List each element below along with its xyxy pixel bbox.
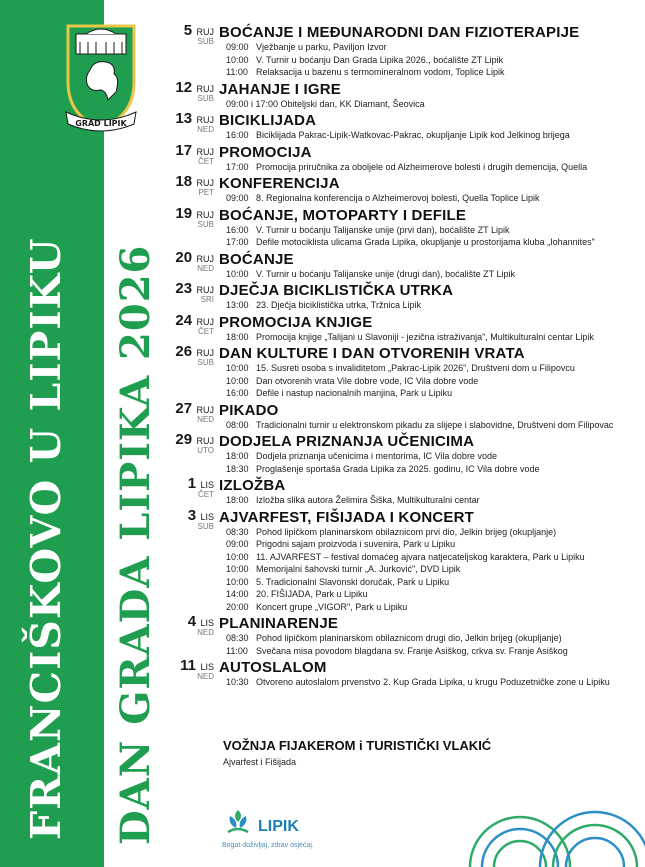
event-time: 18:00: [226, 451, 249, 461]
event-date: [160, 280, 214, 304]
event-block: [160, 142, 640, 174]
event-description: Pohod lipičkom planinarskom obilaznicom prvi dio, Jelkin brijeg (okupljanje): [256, 526, 557, 537]
event-title: BOĆANJE: [219, 250, 294, 268]
event-title: KONFERENCIJA: [219, 175, 340, 192]
event-block: [160, 312, 640, 344]
event-description: Pohod lipičkom planinarskom obilaznicom drugi dio, Jelkin brijeg (okupljanje): [256, 633, 562, 643]
event-item: [226, 563, 640, 576]
event-time: 13:00: [226, 300, 249, 310]
event-weekday: SUB: [197, 93, 214, 103]
event-date: [160, 205, 214, 229]
event-item: [226, 236, 640, 249]
event-month: RUJ: [196, 436, 214, 446]
event-block: [160, 205, 640, 249]
event-item: [226, 331, 640, 344]
event-weekday: SUB: [197, 219, 214, 229]
event-item: [226, 551, 640, 564]
event-block: [160, 173, 640, 205]
event-item: [226, 192, 640, 205]
event-description: 11. AJVARFEST – festival domaćeg ajvara natjecateljskog karaktera, Park u Lipiku: [256, 551, 585, 562]
event-item: [226, 419, 640, 432]
event-date: [160, 431, 214, 455]
event-month: LIS: [200, 618, 214, 628]
event-title: AUTOSLALOM: [219, 659, 327, 676]
event-title: AJVARFEST, FIŠIJADA I KONCERT: [219, 508, 474, 526]
event-description: 5. Tradicionalni Slavonski doručak, Park u Lipiku: [256, 576, 450, 587]
event-description: 23. Dječja biciklistička utrka, Tržnica Lipik: [256, 300, 422, 310]
event-item: [226, 538, 640, 551]
event-month: LIS: [200, 480, 214, 490]
event-month: RUJ: [196, 209, 214, 220]
event-block: [160, 657, 640, 689]
event-time: 18:00: [226, 495, 249, 505]
event-time: 18:30: [226, 463, 249, 474]
event-block: [160, 507, 640, 614]
event-time: 14:00: [226, 589, 249, 599]
event-weekday: PET: [198, 188, 214, 197]
event-day: 18: [175, 173, 193, 190]
event-time: 10:00: [226, 564, 249, 574]
event-title: BOĆANJE I MEĐUNARODNI DAN FIZIOTERAPIJE: [219, 24, 580, 41]
event-block: [160, 22, 640, 79]
event-block: [160, 613, 640, 657]
event-weekday: SRI: [200, 295, 214, 304]
event-title: DJEČJA BICIKLISTIČKA UTRKA: [219, 282, 454, 299]
event-month: RUJ: [196, 404, 214, 415]
event-time: 17:00: [226, 237, 249, 247]
event-item: [226, 576, 640, 589]
event-date: [160, 79, 214, 103]
event-title: DODJELA PRIZNANJA UČENICIMA: [219, 433, 475, 450]
event-time: 10:30: [226, 677, 249, 687]
event-description: Vježbanje u parku, Paviljon Izvor: [256, 42, 387, 52]
event-weekday: NED: [197, 414, 214, 424]
event-weekday: ČET: [198, 156, 214, 166]
decorative-arcs: [460, 767, 645, 867]
event-weekday: NED: [197, 125, 214, 134]
event-description: Otvoreno autoslalom prvenstvo 2. Kup Grada Lipika, u krugu Poduzetničke zone u Lipiku: [256, 677, 610, 687]
event-description: Svečana misa povodom blagdana sv. Franje Asiškog, crkva sv. Franje Asiškog: [256, 645, 568, 656]
event-item: [226, 375, 640, 388]
event-time: 08:30: [226, 633, 249, 643]
event-item: [226, 645, 640, 658]
event-title: PROMOCIJA KNJIGE: [219, 313, 373, 331]
event-date: [160, 249, 214, 273]
event-weekday: NED: [197, 263, 214, 273]
event-description: 15. Susreti osoba s invaliditetom „Pakrac-Lipik 2026", Društveni dom u Filipovcu: [256, 363, 575, 373]
event-item: [226, 676, 640, 689]
event-date: [160, 110, 214, 134]
event-day: 29: [175, 431, 193, 448]
event-description: Defile motociklista ulicama Grada Lipika, okupljanje u prostorijama kluba „Iohannites": [256, 237, 595, 247]
event-description: Relaksacija u bazenu s termomineralnom vodom, Toplice Lipik: [256, 67, 505, 77]
event-date: [160, 142, 214, 166]
event-day: 3: [187, 506, 197, 524]
event-date: [160, 475, 214, 499]
fijaker-note: [223, 738, 491, 767]
event-description: V. Turnir u boćanju Talijanske unije (prvi dan), boćalište ZT Lipik: [256, 224, 510, 235]
event-title: DAN KULTURE I DAN OTVORENIH VRATA: [219, 345, 525, 362]
event-item: [226, 129, 640, 142]
event-block: [160, 475, 640, 507]
event-weekday: SUB: [197, 521, 214, 531]
event-day: 24: [175, 311, 193, 329]
vertical-title-franciskovo: FRANCIŠKOVO U LIPIKU: [22, 237, 70, 840]
event-time: 10:00: [226, 268, 249, 279]
event-description: Koncert grupe „VIGOR", Park u Lipiku: [256, 601, 408, 612]
event-description: 20. FIŠIJADA, Park u Lipiku: [256, 589, 368, 599]
event-description: Proglašenje sportaša Grada Lipika za 2025. godinu, IC Vila dobre vode: [256, 463, 540, 474]
event-day: 4: [187, 613, 197, 630]
event-date: [160, 22, 214, 46]
event-item: [226, 588, 640, 601]
event-weekday: SUB: [197, 37, 214, 46]
event-description: Tradicionalni turnir u elektronskom pikadu za slijepe i slabovidne, Društveni dom Filipovac: [256, 419, 614, 430]
fijaker-title: VOŽNJA FIJAKEROM i TURISTIČKI VLAKIĆ: [223, 738, 492, 753]
event-weekday: ČET: [198, 490, 214, 499]
event-description: Dan otvorenih vrata Vile dobre vode, IC Vila dobre vode: [256, 375, 479, 386]
event-month: RUJ: [196, 27, 214, 37]
event-day: 19: [175, 204, 193, 222]
event-time: 11:00: [226, 645, 248, 656]
event-day: 12: [175, 78, 193, 96]
event-day: 1: [187, 475, 197, 492]
event-description: Defile i nastup nacionalnih manjina, Park u Lipiku: [256, 388, 453, 398]
event-time: 10:00: [226, 551, 249, 562]
event-time: 10:00: [226, 375, 249, 386]
event-month: RUJ: [196, 178, 214, 188]
event-description: 09:00 i 17:00 Obiteljski dan, KK Diamant, Šeovica: [226, 98, 425, 109]
event-date: [160, 312, 214, 336]
event-weekday: ČET: [198, 326, 214, 336]
event-block: [160, 249, 640, 281]
lipik-logo-icon: [222, 806, 254, 838]
event-time: 08:00: [226, 419, 249, 430]
event-time: 09:00: [226, 193, 249, 203]
event-description: 8. Regionalna konferencija o Alzheimerovoj bolesti, Quella Toplice Lipik: [256, 193, 540, 203]
event-item: [226, 494, 640, 507]
event-date: [160, 343, 214, 367]
event-weekday: NED: [197, 628, 214, 637]
event-item: [226, 98, 640, 111]
event-block: [160, 400, 640, 432]
coat-of-arms-icon: [62, 20, 140, 138]
event-description: Promocija knjige „Talijani u Slavoniji - jezična istraživanja", Multikulturalni centar Lipik: [256, 331, 594, 342]
event-day: 13: [175, 110, 193, 127]
event-item: [226, 54, 640, 67]
event-month: RUJ: [196, 316, 214, 327]
vertical-title-dan-grada: DAN GRADA LIPIKA 2026: [112, 244, 159, 845]
event-date: [160, 400, 214, 424]
event-description: Memorijalni šahovski turnir „A. Jurković", DVD Lipik: [256, 564, 461, 574]
event-weekday: NED: [197, 672, 214, 681]
sidebar-band: [0, 0, 159, 867]
event-item: [226, 450, 640, 463]
event-title: PROMOCIJA: [219, 143, 312, 161]
event-item: [226, 632, 640, 645]
event-time: 20:00: [226, 601, 249, 612]
event-month: RUJ: [196, 285, 214, 295]
event-month: RUJ: [196, 253, 214, 264]
event-month: RUJ: [196, 83, 214, 94]
event-description: Dodjela priznanja učenicima i mentorima, IC Vila dobre vode: [256, 451, 497, 461]
event-month: LIS: [200, 662, 214, 672]
fijaker-subtitle: Ajvarfest i Fišijada: [223, 757, 297, 767]
event-day: 26: [175, 343, 193, 360]
event-item: [226, 526, 640, 539]
event-title: JAHANJE I IGRE: [219, 80, 341, 98]
event-month: RUJ: [196, 146, 214, 157]
lipik-logo: [222, 806, 314, 849]
event-day: 27: [175, 399, 193, 417]
event-time: 18:00: [226, 331, 249, 342]
event-description: Biciklijada Pakrac-Lipik-Watkovac-Pakrac, okupljanje Lipik kod Jelkinog brijega: [256, 130, 570, 140]
event-item: [226, 268, 640, 281]
event-item: [226, 66, 640, 79]
event-day: 5: [183, 22, 193, 39]
event-item: [226, 601, 640, 614]
event-day: 20: [175, 248, 193, 266]
event-block: [160, 110, 640, 142]
event-item: [226, 362, 640, 375]
event-date: [160, 173, 214, 197]
event-time: 09:00: [226, 539, 249, 549]
event-block: [160, 79, 640, 111]
event-title: PIKADO: [219, 401, 279, 419]
event-day: 23: [175, 280, 193, 297]
crest-banner-text: GRAD LIPIK: [75, 119, 127, 128]
event-month: RUJ: [196, 115, 214, 125]
event-title: PLANINARENJE: [219, 615, 339, 632]
event-description: Promocija priručnika za oboljele od Alzheimerove bolesti i drugih demencija, Quella: [256, 161, 588, 172]
event-item: [226, 387, 640, 400]
event-weekday: SUB: [197, 358, 214, 367]
event-day: 17: [175, 141, 193, 159]
event-description: Prigodni sajam proizvoda i suvenira, Park u Lipiku: [256, 539, 456, 549]
event-weekday: UTO: [197, 446, 214, 455]
event-title: BOĆANJE, MOTOPARTY I DEFILE: [219, 206, 467, 224]
event-day: 11: [180, 657, 197, 674]
event-block: [160, 431, 640, 475]
event-item: [226, 161, 640, 174]
event-time: 10:00: [226, 54, 249, 65]
event-description: Izložba slika autora Želimira Šiška, Multikulturalni centar: [256, 495, 480, 505]
event-description: V. Turnir u boćanju Dan Grada Lipika 2026., boćalište ZT Lipik: [256, 54, 504, 65]
event-time: 09:00: [226, 42, 249, 52]
event-title: BICIKLIJADA: [219, 112, 317, 129]
event-time: 16:00: [226, 130, 249, 140]
event-time: 17:00: [226, 161, 249, 172]
event-item: [226, 463, 640, 476]
event-date: [160, 657, 214, 681]
lipik-logo-name: LIPIK: [258, 818, 299, 835]
event-description: V. Turnir u boćanju Talijanske unije (drugi dan), boćalište ZT Lipik: [256, 268, 515, 279]
event-time: 16:00: [226, 388, 249, 398]
event-month: RUJ: [196, 348, 214, 358]
event-title: IZLOŽBA: [219, 477, 286, 494]
lipik-slogan: Bogat doživljaj, zdrav osjećaj.: [222, 842, 314, 849]
event-time: 08:30: [226, 526, 249, 537]
event-time: 10:00: [226, 363, 249, 373]
event-schedule: [160, 22, 640, 689]
event-block: [160, 280, 640, 312]
event-item: [226, 299, 640, 312]
event-month: LIS: [200, 511, 214, 522]
event-time: 10:00: [226, 576, 249, 587]
event-date: [160, 507, 214, 531]
event-date: [160, 613, 214, 637]
event-item: [226, 224, 640, 237]
event-time: 11:00: [226, 67, 248, 77]
event-item: [226, 41, 640, 54]
event-block: [160, 343, 640, 400]
event-time: 16:00: [226, 224, 249, 235]
